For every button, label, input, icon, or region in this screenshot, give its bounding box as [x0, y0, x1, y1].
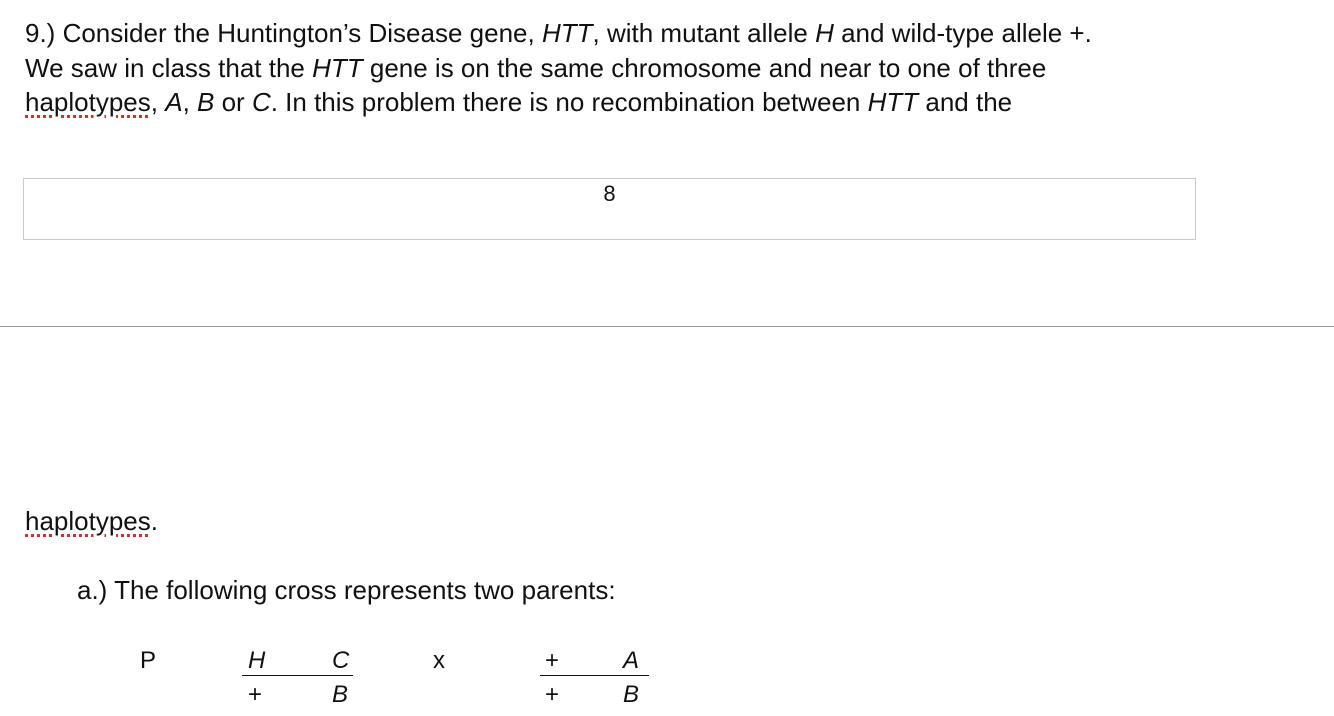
text-run: ,	[150, 87, 166, 117]
haplotype-a: A	[165, 87, 183, 117]
parent1-bottom-left-allele: +	[248, 681, 263, 708]
part-a-label: a.) The following cross represents two parents:	[77, 575, 616, 605]
text-run: gene is on the same chromosome and near to one of three	[362, 52, 1047, 83]
text-run: 9.) Consider the Huntington’s Disease gene,	[25, 18, 542, 48]
question-continuation	[25, 504, 158, 538]
parent2-chromosome-line	[540, 675, 649, 676]
page-number: 8	[603, 181, 616, 206]
text-run: ,	[182, 87, 198, 117]
parent2-top-right-allele: A	[623, 647, 640, 674]
parent1-top-right-allele: C	[332, 647, 350, 674]
cross-symbol: x	[433, 647, 445, 674]
spellcheck-word[interactable]: haplotypes	[25, 506, 151, 536]
spellcheck-word[interactable]: haplotypes	[25, 87, 151, 117]
question-paragraph	[25, 16, 1205, 120]
parent2-top-left-allele: +	[545, 647, 560, 674]
gene-name-htt: HTT	[867, 87, 919, 117]
parent1-bottom-right-allele: B	[332, 681, 349, 708]
text-run: . In this problem there is no recombination between	[270, 87, 868, 117]
parent1-chromosome-line	[242, 675, 353, 676]
text-run: or	[214, 87, 252, 117]
haplotype-c: C	[251, 87, 271, 117]
question-line-2	[25, 51, 1205, 86]
page-break-divider	[0, 326, 1334, 327]
text-run: .	[150, 506, 158, 536]
haplotype-b: B	[197, 87, 215, 117]
allele-h: H	[815, 18, 834, 48]
parent1-top-left-allele: H	[248, 647, 266, 674]
page-footer-box	[23, 178, 1196, 240]
gene-name-htt: HTT	[312, 52, 363, 83]
question-line-1	[25, 16, 1205, 51]
text-run: We saw in class that the	[25, 52, 313, 83]
text-run: and wild-type allele +.	[833, 18, 1092, 48]
text-run: and the	[918, 87, 1013, 117]
parent2-bottom-left-allele: +	[545, 681, 560, 708]
gene-name-htt: HTT	[541, 18, 593, 48]
text-run: , with mutant allele	[592, 18, 816, 48]
question-line-3	[25, 85, 1205, 120]
parent2-bottom-right-allele: B	[623, 681, 640, 708]
generation-label: P	[140, 647, 157, 674]
